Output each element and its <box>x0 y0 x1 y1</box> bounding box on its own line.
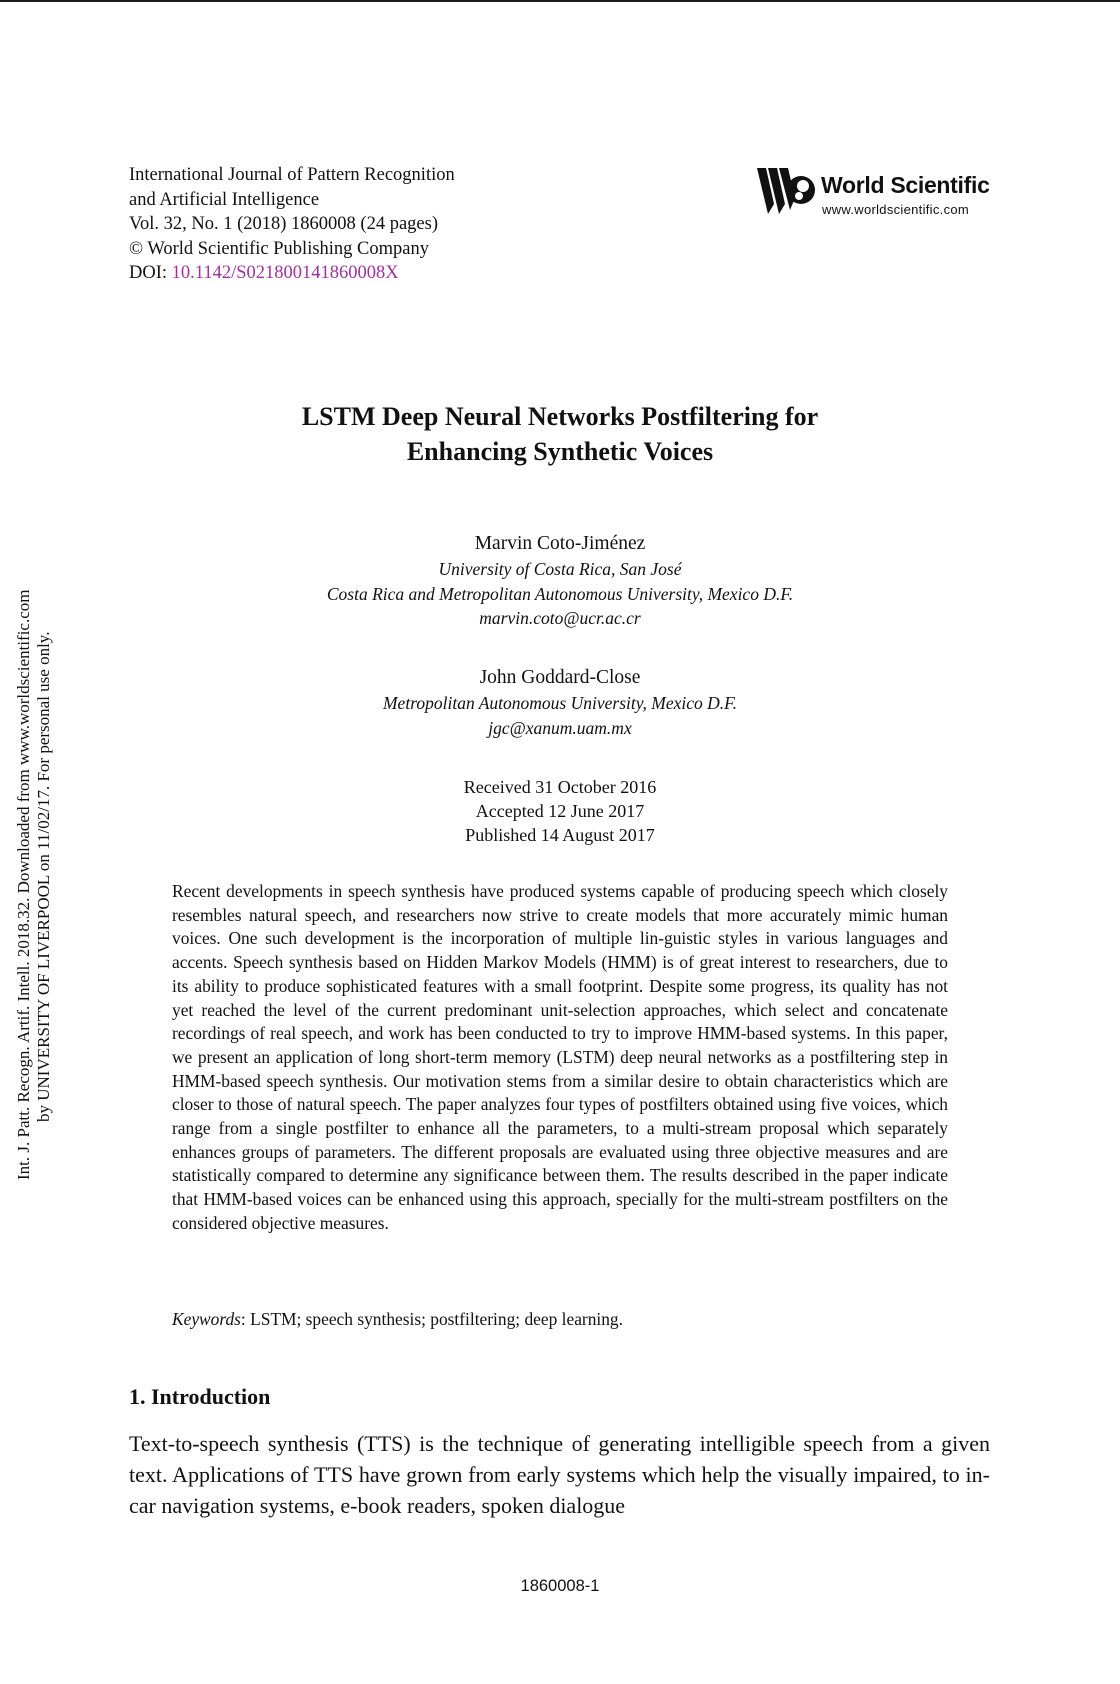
title-line2: Enhancing Synthetic Voices <box>406 437 714 466</box>
section-heading-introduction: 1. Introduction <box>129 1384 271 1409</box>
abstract: Recent developments in speech synthesis have produced systems capable of producing speech which closely resembles natural speech, and researchers now strive to create models that more accurately mimic human voices. One such development is the incorporation of multiple lin-guistic styles in various languages and accents. Speech synthesis based on Hidden Markov Models (HMM) is of great interest to researchers, due to its ability to produce sophisticated features with a small footprint. Despite some progress, its quality has not yet reached the level of the current predominant unit-selection approaches, which select and concatenate recordings of real speech, and work has been conducted to try to improve HMM-based systems. In this paper, we present an application of long short-term memory (LSTM) deep neural networks as a postfiltering step in HMM-based speech synthesis. Our motivation stems from a similar desire to obtain characteristics which are closer to those of natural speech. The paper analyzes four types of postfilters obtained using five voices, which range from a single postfilter to enhance all the parameters, to a multi-stream proposal which separately enhances groups of parameters. The different proposals are evaluated using three objective measures and are statistically compared to determine any significance between them. The results described in the paper indicate that HMM-based voices can be enhanced using this approach, specially for the multi-stream postfilters on the considered objective measures. <box>172 881 948 1233</box>
author-2-name: John Goddard-Close <box>479 667 641 688</box>
author-1-name: Marvin Coto-Jiménez <box>474 533 646 554</box>
accepted-date: Accepted 12 June 2017 <box>475 801 645 821</box>
publication-dates <box>0 775 1120 847</box>
paper-title <box>0 399 1120 469</box>
keywords-list: : LSTM; speech synthesis; postfiltering; deep learning. <box>240 1309 623 1329</box>
title-line1: LSTM Deep Neural Networks Postfiltering for <box>301 402 819 431</box>
journal-volume: Vol. 32, No. 1 (2018) 1860008 (24 pages) <box>129 214 438 234</box>
journal-name-line1: International Journal of Pattern Recognition <box>129 165 455 185</box>
page-number: 1860008-1 <box>520 1577 600 1595</box>
keywords-label: Keywords <box>172 1309 241 1329</box>
author-2-email[interactable]: jgc@xanum.uam.mx <box>488 717 632 738</box>
download-notice-line1: Int. J. Patt. Recogn. Artif. Intell. 2018.32. Downloaded from www.worldscientific.com <box>14 589 33 1180</box>
journal-name-line2: and Artificial Intelligence <box>129 189 320 210</box>
author-1-affiliation-2: Costa Rica and Metropolitan Autonomous University, Mexico D.F. <box>326 583 794 604</box>
received-date: Received 31 October 2016 <box>463 777 657 797</box>
journal-doi <box>129 261 455 286</box>
download-notice-line2: by UNIVERSITY OF LIVERPOOL on 11/02/17. For personal use only. <box>34 631 53 1122</box>
logo-brand-name: World Scientific <box>821 172 990 198</box>
keywords <box>172 1307 623 1331</box>
world-scientific-mark-icon <box>757 166 817 216</box>
introduction-text: Text-to-speech synthesis (TTS) is the technique of generating intelligible speech from a given text. Applications of TTS have grown from early systems which help the visually impaired, to in-car navigation systems, e-book readers, spoken dialogue <box>129 1431 990 1518</box>
world-scientific-logo <box>757 166 997 222</box>
logo-website[interactable]: www.worldscientific.com <box>822 202 970 217</box>
author-2-affiliation: Metropolitan Autonomous University, Mexico D.F. <box>382 693 737 713</box>
journal-copyright: © World Scientific Publishing Company <box>129 238 429 259</box>
author-1 <box>0 531 1120 631</box>
author-1-email[interactable]: marvin.coto@ucr.ac.cr <box>479 608 641 628</box>
doi-label: DOI: <box>129 263 172 283</box>
doi-link[interactable]: 10.1142/S021800141860008X <box>171 263 399 283</box>
author-2 <box>0 665 1120 740</box>
author-1-affiliation-1: University of Costa Rica, San José <box>438 559 682 579</box>
top-border <box>0 0 1120 2</box>
published-date: Published 14 August 2017 <box>465 825 655 845</box>
journal-info <box>129 163 455 286</box>
